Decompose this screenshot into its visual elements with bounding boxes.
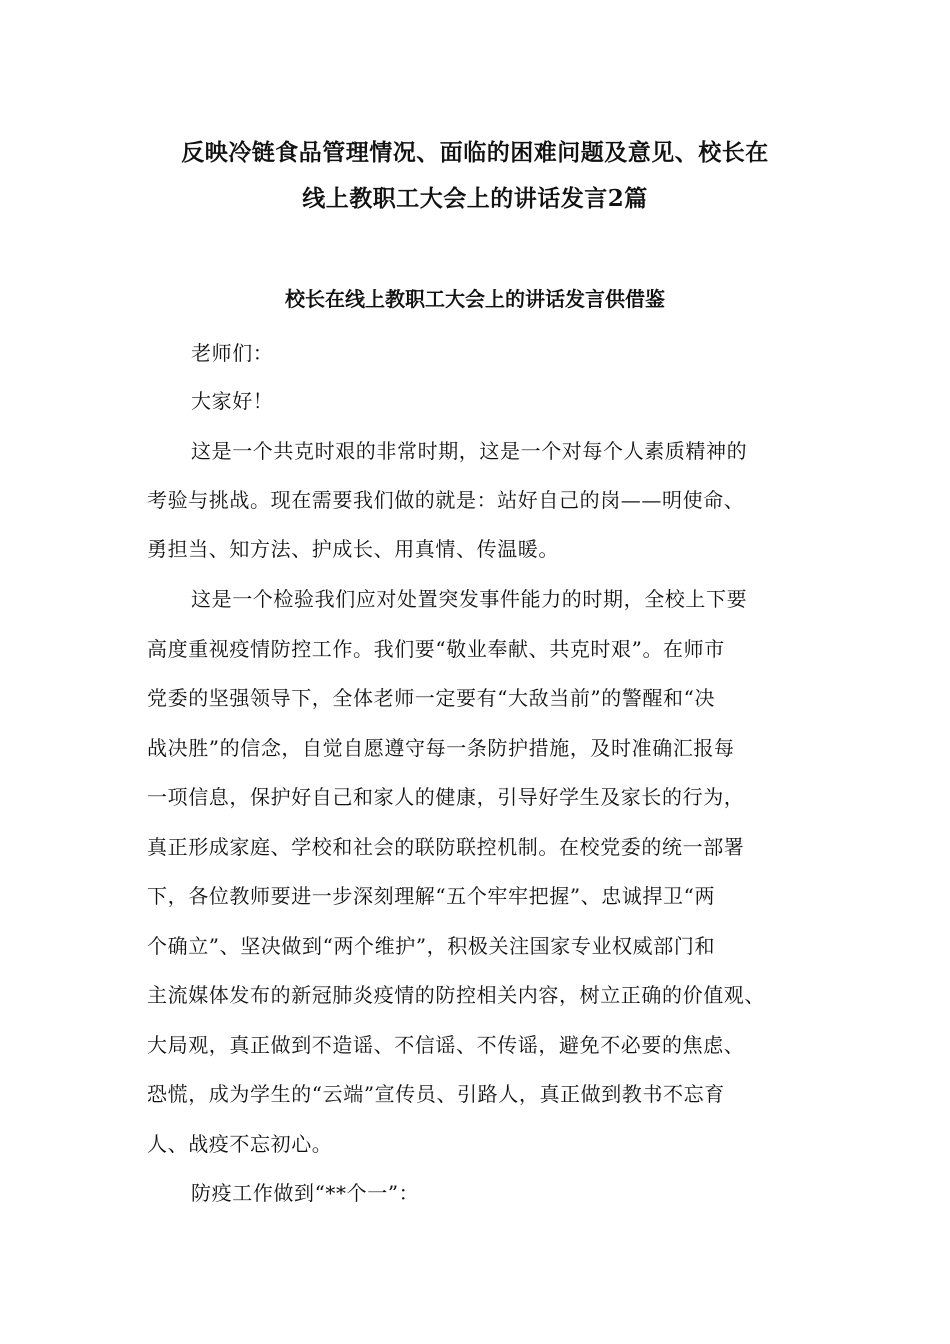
paragraph-line: 这是一个共克时艰的非常时期，这是一个对每个人素质精神的	[191, 439, 748, 463]
paragraph-line: 考验与挑战。现在需要我们做的就是：站好自己的岗——明使命、	[147, 488, 745, 512]
paragraph-line: 勇担当、知方法、护成长、用真情、传温暖。	[147, 537, 559, 561]
paragraph-line: 党委的坚强领导下，全体老师一定要有“大敌当前”的警醒和“决	[147, 686, 716, 710]
paragraph-line: 这是一个检验我们应对处置突发事件能力的时期，全校上下要	[191, 587, 748, 611]
paragraph-line: 战决胜”的信念，自觉自愿遵守每一条防护措施，及时准确汇报每	[147, 736, 735, 760]
paragraph-line: 主流媒体发布的新冠肺炎疫情的防控相关内容，树立正确的价值观、	[147, 983, 765, 1007]
paragraph-line: 下，各位教师要进一步深刻理解“五个牢牢把握”、忠诚捍卫“两	[147, 884, 716, 908]
greeting-line: 大家好！	[191, 389, 274, 413]
paragraph-line: 真正形成家庭、学校和社会的联防联控机制。在校党委的统一部署	[147, 835, 745, 859]
paragraph-line: 防疫工作做到“**个一”：	[191, 1181, 420, 1205]
salutation-line: 老师们：	[191, 341, 274, 365]
paragraph-line: 人、战疫不忘初心。	[147, 1132, 333, 1156]
document-title-line-2: 线上教职工大会上的讲话发言2篇	[302, 185, 648, 212]
document-title-line-1: 反映冷链食品管理情况、面临的困难问题及意见、校长在	[181, 139, 769, 166]
paragraph-line: 个确立”、坚决做到“两个维护”，积极关注国家专业权威部门和	[147, 934, 716, 958]
speech-subtitle: 校长在线上教职工大会上的讲话发言供借鉴	[285, 287, 665, 311]
paragraph-line: 一项信息，保护好自己和家人的健康，引导好学生及家长的行为，	[147, 785, 745, 809]
paragraph-line: 恐慌，成为学生的“云端”宣传员、引路人，真正做到教书不忘育	[147, 1082, 725, 1106]
paragraph-line: 高度重视疫情防控工作。我们要“敬业奉献、共克时艰”。在师市	[147, 637, 725, 661]
paragraph-line: 大局观，真正做到不造谣、不信谣、不传谣，避免不必要的焦虑、	[147, 1033, 745, 1057]
